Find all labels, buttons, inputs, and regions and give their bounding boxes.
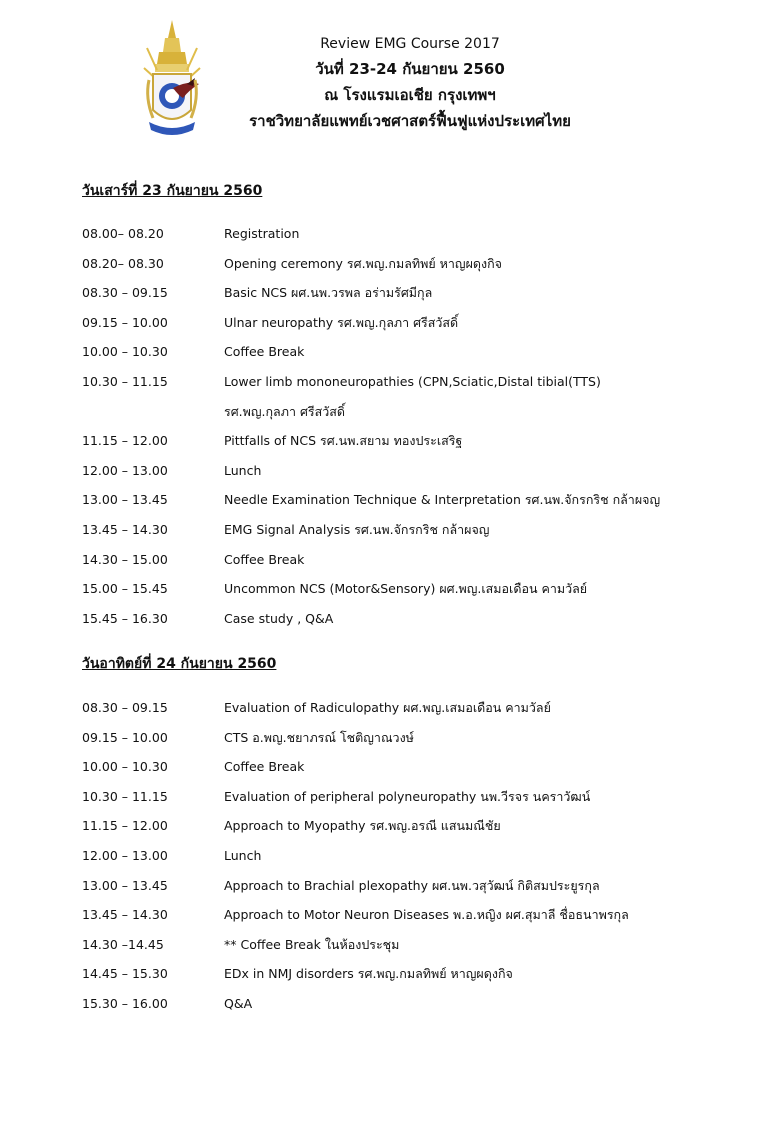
row-item: Approach to Myopathy รศ.พญ.อรณี แสนมณีชัย (224, 818, 501, 834)
schedule-row (82, 284, 722, 314)
row-item: Coffee Break (224, 344, 305, 360)
day2-schedule (82, 699, 722, 1025)
row-item: Approach to Brachial plexopathy ผศ.นพ.วสุวัฒน์ กิติสมประยูรกุล (224, 877, 600, 893)
row-time: 14.30 –14.45 (82, 936, 164, 952)
row-item: Case study , Q&A (224, 610, 334, 626)
schedule-row (82, 314, 722, 344)
row-item: Q&A (224, 995, 253, 1011)
row-time: 13.00 – 13.45 (82, 492, 168, 508)
row-time: 15.30 – 16.00 (82, 995, 168, 1011)
organizer-name: ราชวิทยาลัยแพทย์เวชศาสตร์ฟื้นฟูแห่งประเทศไทย (249, 112, 571, 130)
row-time: 11.15 – 12.00 (82, 818, 168, 834)
row-time: 12.00 – 13.00 (82, 847, 168, 863)
schedule-row (82, 491, 722, 521)
row-time: 10.00 – 10.30 (82, 759, 168, 775)
row-time: 15.45 – 16.30 (82, 610, 168, 626)
row-item: Basic NCS ผศ.นพ.วรพล อร่ามรัศมีกุล (224, 285, 433, 301)
row-time: 13.45 – 14.30 (82, 907, 168, 923)
schedule-row (82, 551, 722, 581)
course-venue: ณ โรงแรมเอเชีย กรุงเทพฯ (324, 86, 496, 104)
row-time: 08.30 – 09.15 (82, 700, 168, 715)
row-time: 13.00 – 13.45 (82, 877, 168, 893)
row-item: Opening ceremony รศ.พญ.กมลทิพย์ หาญผดุงกิจ (224, 255, 503, 271)
row-time: 10.30 – 11.15 (82, 788, 168, 804)
row-item: Pittfalls of NCS รศ.นพ.สยาม ทองประเสริฐ (224, 433, 463, 449)
row-item: Lower limb mononeuropathies (CPN,Sciatic,Distal tibial(TTS) (224, 373, 601, 389)
row-time: 14.30 – 15.00 (82, 551, 168, 567)
schedule-row (82, 580, 722, 610)
row-item: Uncommon NCS (Motor&Sensory) ผศ.พญ.เสมอเดือน คามวัลย์ (224, 581, 588, 597)
schedule-row (82, 403, 722, 433)
row-time: 11.15 – 12.00 (82, 433, 168, 449)
row-item: Ulnar neuropathy รศ.พญ.กุลภา ศรีสวัสดิ์ (224, 314, 459, 330)
schedule-row (82, 225, 722, 255)
row-item: Evaluation of Radiculopathy ผศ.พญ.เสมอเดือน คามวัลย์ (224, 700, 551, 715)
schedule-row (82, 521, 722, 551)
schedule-row (82, 699, 722, 729)
row-item: Lunch (224, 847, 262, 863)
row-time: 14.45 – 15.30 (82, 966, 168, 982)
schedule-row (82, 373, 722, 403)
row-item: Coffee Break (224, 759, 305, 775)
row-time: 09.15 – 10.00 (82, 314, 168, 330)
schedule-row (82, 758, 722, 788)
row-item: CTS อ.พญ.ชยาภรณ์ โชติญาณวงษ์ (224, 729, 414, 745)
schedule-row (82, 432, 722, 462)
row-item: Needle Examination Technique & Interpretation รศ.นพ.จักรกริช กล้าผจญ (224, 492, 661, 508)
row-time: 10.30 – 11.15 (82, 373, 168, 389)
course-title: Review EMG Course 2017 (320, 36, 500, 52)
row-item: รศ.พญ.กุลภา ศรีสวัสดิ์ (224, 403, 345, 419)
row-item: EMG Signal Analysis รศ.นพ.จักรกริช กล้าผจญ (224, 521, 490, 537)
day1-schedule (82, 225, 722, 639)
row-time: 13.45 – 14.30 (82, 521, 168, 537)
college-emblem-logo (143, 18, 201, 143)
course-dates: วันที่ 23-24 กันยายน 2560 (315, 60, 505, 78)
row-time: 08.00– 08.20 (82, 226, 164, 241)
row-item: Approach to Motor Neuron Diseases พ.อ.หญิง ผศ.สุมาลี ชื่อธนาพรกุล (224, 907, 629, 923)
schedule-row (82, 906, 722, 936)
day1-heading: วันเสาร์ที่ 23 กันยายน 2560 (82, 183, 263, 199)
row-time: 15.00 – 15.45 (82, 581, 168, 597)
schedule-row (82, 995, 722, 1025)
schedule-row (82, 343, 722, 373)
schedule-row (82, 462, 722, 492)
row-item: EDx in NMJ disorders รศ.พญ.กมลทิพย์ หาญผดุงกิจ (224, 966, 513, 982)
schedule-row (82, 877, 722, 907)
row-time: 12.00 – 13.00 (82, 462, 168, 478)
schedule-row (82, 729, 722, 759)
row-item: Evaluation of peripheral polyneuropathy นพ.วีรจร นคราวัฒน์ (224, 788, 591, 804)
schedule-row (82, 936, 722, 966)
schedule-row (82, 847, 722, 877)
row-item: Coffee Break (224, 551, 305, 567)
day2-heading: วันอาทิตย์ที่ 24 กันยายน 2560 (82, 656, 277, 672)
row-item: Registration (224, 226, 300, 241)
row-time: 10.00 – 10.30 (82, 344, 168, 360)
row-time: 08.30 – 09.15 (82, 285, 168, 301)
schedule-row (82, 788, 722, 818)
row-item: Lunch (224, 462, 262, 478)
schedule-row (82, 817, 722, 847)
document-header (220, 34, 600, 137)
row-item: ** Coffee Break ในห้องประชุม (224, 936, 400, 952)
schedule-row (82, 965, 722, 995)
row-time: 08.20– 08.30 (82, 255, 164, 271)
schedule-row (82, 610, 722, 640)
row-time: 09.15 – 10.00 (82, 729, 168, 745)
schedule-row (82, 255, 722, 285)
